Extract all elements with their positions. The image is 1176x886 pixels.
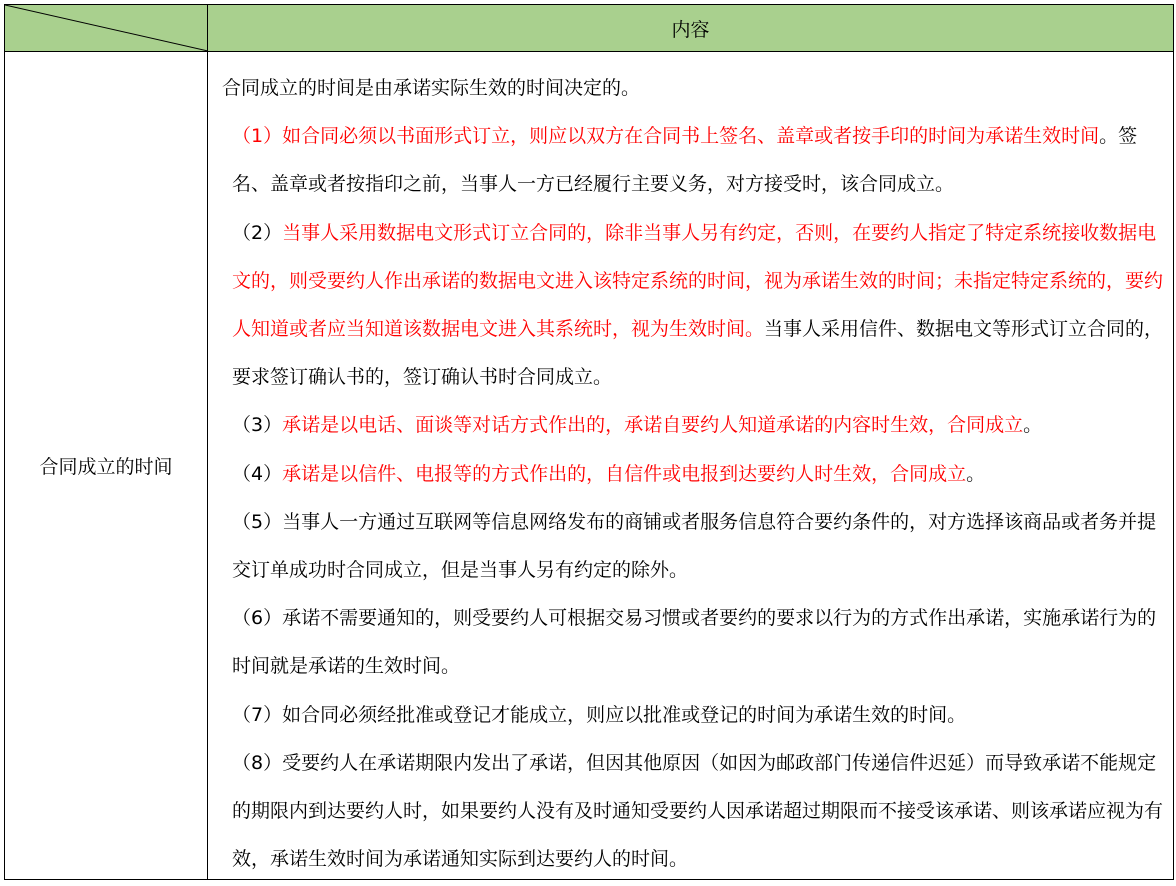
paragraph-p3-segment-2: 。 [1023, 414, 1043, 437]
paragraph-p3 [222, 401, 1165, 449]
content-table [4, 4, 1174, 880]
paragraph-p2-segment-1: 当事人采用数据电文形式订立合同的，除非当事人另有约定，否则，在要约人指定了特定系统接收数据电文的，则受要约人作出承诺的数据电文进入该特定系统的时间，视为承诺生效的时间；未指定特定系统的，要约人知道或者应当知道该数据电文进入其系统时，视为生效时间。 [232, 221, 1164, 341]
paragraph-p3-segment-1: 承诺是以电话、面谈等对话方式作出的，承诺自要约人知道承诺的内容时生效，合同成立 [282, 414, 1024, 437]
diagonal-line [5, 5, 208, 51]
paragraph-p7-segment-0: （7）如合同必须经批准或登记才能成立，则应以批准或登记的时间为承诺生效的时间。 [232, 703, 967, 726]
paragraph-p5-segment-0: （5）当事人一方通过互联网等信息网络发布的商铺或者服务信息符合要约条件的，对方选择该商品或者务并提交订单成功时合同成立，但是当事人另有约定的除外。 [232, 510, 1157, 582]
paragraph-p2-segment-0: （2） [232, 221, 283, 244]
table-header-row [5, 5, 1173, 52]
paragraph-p1-segment-1: 。签名、盖章或者按指印之前，当事人一方已经履行主要义务，对方接受时，该合同成立。 [232, 125, 1138, 196]
paragraph-p4-segment-0: （4） [232, 462, 283, 485]
header-diagonal-cell [5, 5, 208, 51]
paragraph-p4-segment-1: 承诺是以信件、电报等的方式作出的，自信件或电报到达要约人时生效，合同成立 [282, 462, 967, 485]
paragraph-p7 [222, 691, 1165, 739]
paragraph-p3-segment-0: （3） [232, 414, 283, 437]
paragraph-intro [222, 64, 1165, 112]
table-row [5, 52, 1173, 879]
row-content [208, 52, 1173, 879]
paragraph-p4 [222, 450, 1165, 498]
paragraph-p6-segment-0: （6）承诺不需要通知的，则受要约人可根据交易习惯或者要约的要求以行为的方式作出承诺，实施承诺行为的时间就是承诺的生效时间。 [232, 607, 1157, 678]
paragraph-p6 [222, 594, 1165, 690]
paragraph-p4-segment-2: 。 [966, 462, 986, 485]
paragraph-p2-segment-2: 当事人采用信件、数据电文等形式订立合同的，要求签订确认书的，签订确认书时合同成立。 [232, 318, 1164, 389]
paragraph-p1-segment-0: （1）如合同必须以书面形式订立，则应以双方在合同书上签名、盖章或者按手印的时间为承诺生效时间 [232, 125, 1100, 148]
paragraph-intro-segment-0: 合同成立的时间是由承诺实际生效的时间决定的。 [222, 77, 641, 99]
paragraph-p1 [222, 112, 1165, 208]
paragraph-p5 [222, 498, 1165, 594]
paragraph-p8-segment-0: （8）受要约人在承诺期限内发出了承诺，但因其他原因（如因为邮政部门传递信件迟延）而导致承诺不能规定的期限内到达要约人时，如果要约人没有及时通知受要约人因承诺超过期限而不接受该承诺、则该承诺应视为有效，承诺生效时间为承诺通知实际到达要约人的时间。 [232, 751, 1164, 871]
row-label: 合同成立的时间 [5, 52, 208, 879]
paragraph-p8 [222, 739, 1165, 884]
header-content-label: 内容 [671, 18, 710, 41]
paragraph-p2 [222, 209, 1165, 402]
